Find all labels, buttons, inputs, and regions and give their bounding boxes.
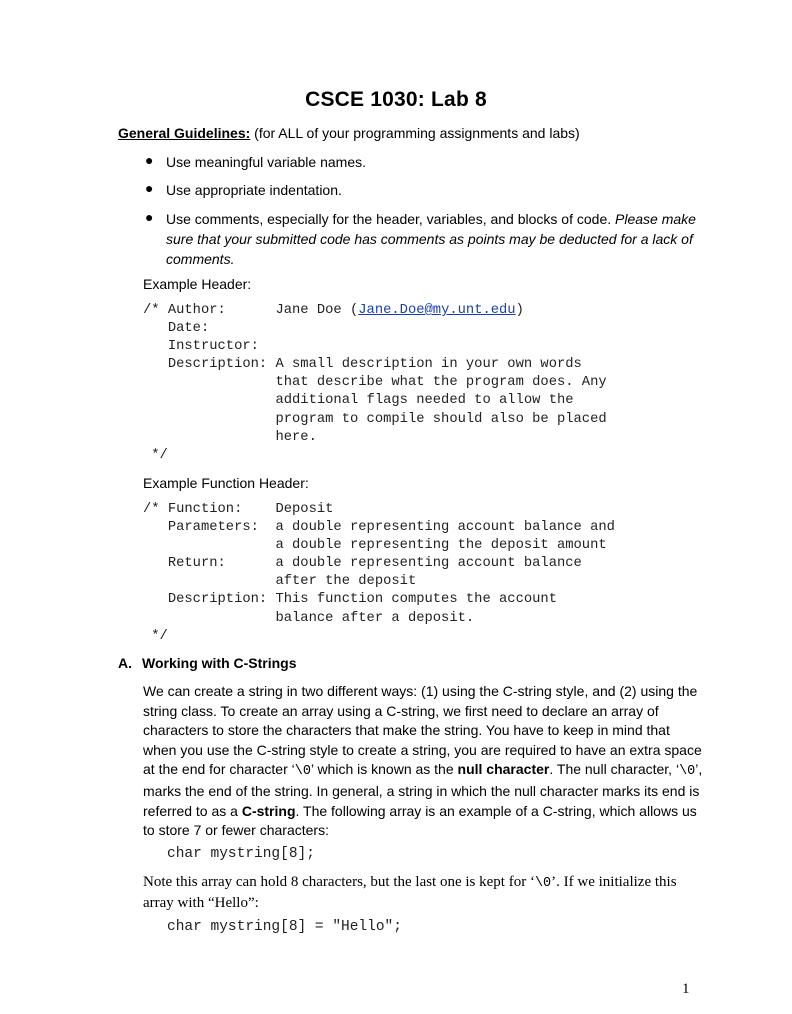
guidelines-text: (for ALL of your programming assignments and labs) [254,125,580,141]
null-char-code: \0 [534,876,552,891]
note-text: Note this array can hold 8 characters, but the last one is kept for ‘ [143,874,535,890]
bullet-plain-text: Use comments, especially for the header, variables, and blocks of code. [166,211,612,227]
example-function-header-code: /* Function: Deposit Parameters: a double representing account balance and a double representing the deposit amount Return: a double representing account balance after the deposit Description: This function computes the account balance after a deposit. */ [143,502,615,644]
null-char-code: \0 [679,764,696,780]
null-character-term: null character [457,761,550,778]
section-heading [118,655,297,671]
para-text: We can create a string in two different ways: (1) using the C-string style, and (2) using the string class. To create an array using a C-string, we first need to declare an array of characters to store the characters that make the string. You have to keep in mind that when you use the C-string style to create a string, you are required to have an extra space at the end for character ‘ [143,683,702,778]
guidelines-intro [118,125,580,141]
note-paragraph [143,873,703,913]
para-text: ’, marks the end of the string. In general, a string in which the null character marks its end is referred to as a [143,761,703,819]
bullet-icon: ● [145,209,154,225]
section-paragraph [143,682,703,841]
bullet-icon: ● [145,152,154,168]
guidelines-label: General Guidelines: [118,125,251,141]
email-link[interactable]: Jane.Doe@my.unt.edu [358,303,516,318]
header-code-suffix: ) [515,303,524,318]
para-text: . The null character, ‘ [549,761,680,778]
code-example-declaration: char mystring[8]; [167,846,315,862]
header-code-body: Date: Instructor: Description: A small description in your own words that describe what the program does. Any additional flags needed to allow the program to compile should also be placed here. */ [151,321,607,463]
note-text: ’. If we initialize this array with “Hello”: [143,874,677,911]
list-item-text: Use meaningful variable names. [166,154,366,170]
page-number: 1 [682,981,690,997]
null-char-code: \0 [294,764,311,780]
list-item-text: Use appropriate indentation. [166,182,342,198]
example-function-header-label: Example Function Header: [143,475,309,491]
page-title: CSCE 1030: Lab 8 [305,88,487,111]
bullet-icon: ● [145,180,154,196]
para-text: ’ which is known as the [310,761,458,778]
c-string-term: C-string [241,802,296,819]
section-letter: A. [118,655,132,671]
section-title: Working with C-Strings [142,655,297,671]
list-item-text [166,209,701,269]
bullet-italic-text: Please make sure that your submitted code has comments as points may be deducted for a lack of comments. [166,211,696,267]
header-code-prefix: /* Author: Jane Doe ( [143,303,359,318]
para-text: . The following array is an example of a C-string, which allows us to store 7 or fewer characters: [143,802,697,839]
example-header-label: Example Header: [143,276,252,292]
code-example-initialization: char mystring[8] = "Hello"; [167,919,402,935]
example-header-code [143,302,607,465]
